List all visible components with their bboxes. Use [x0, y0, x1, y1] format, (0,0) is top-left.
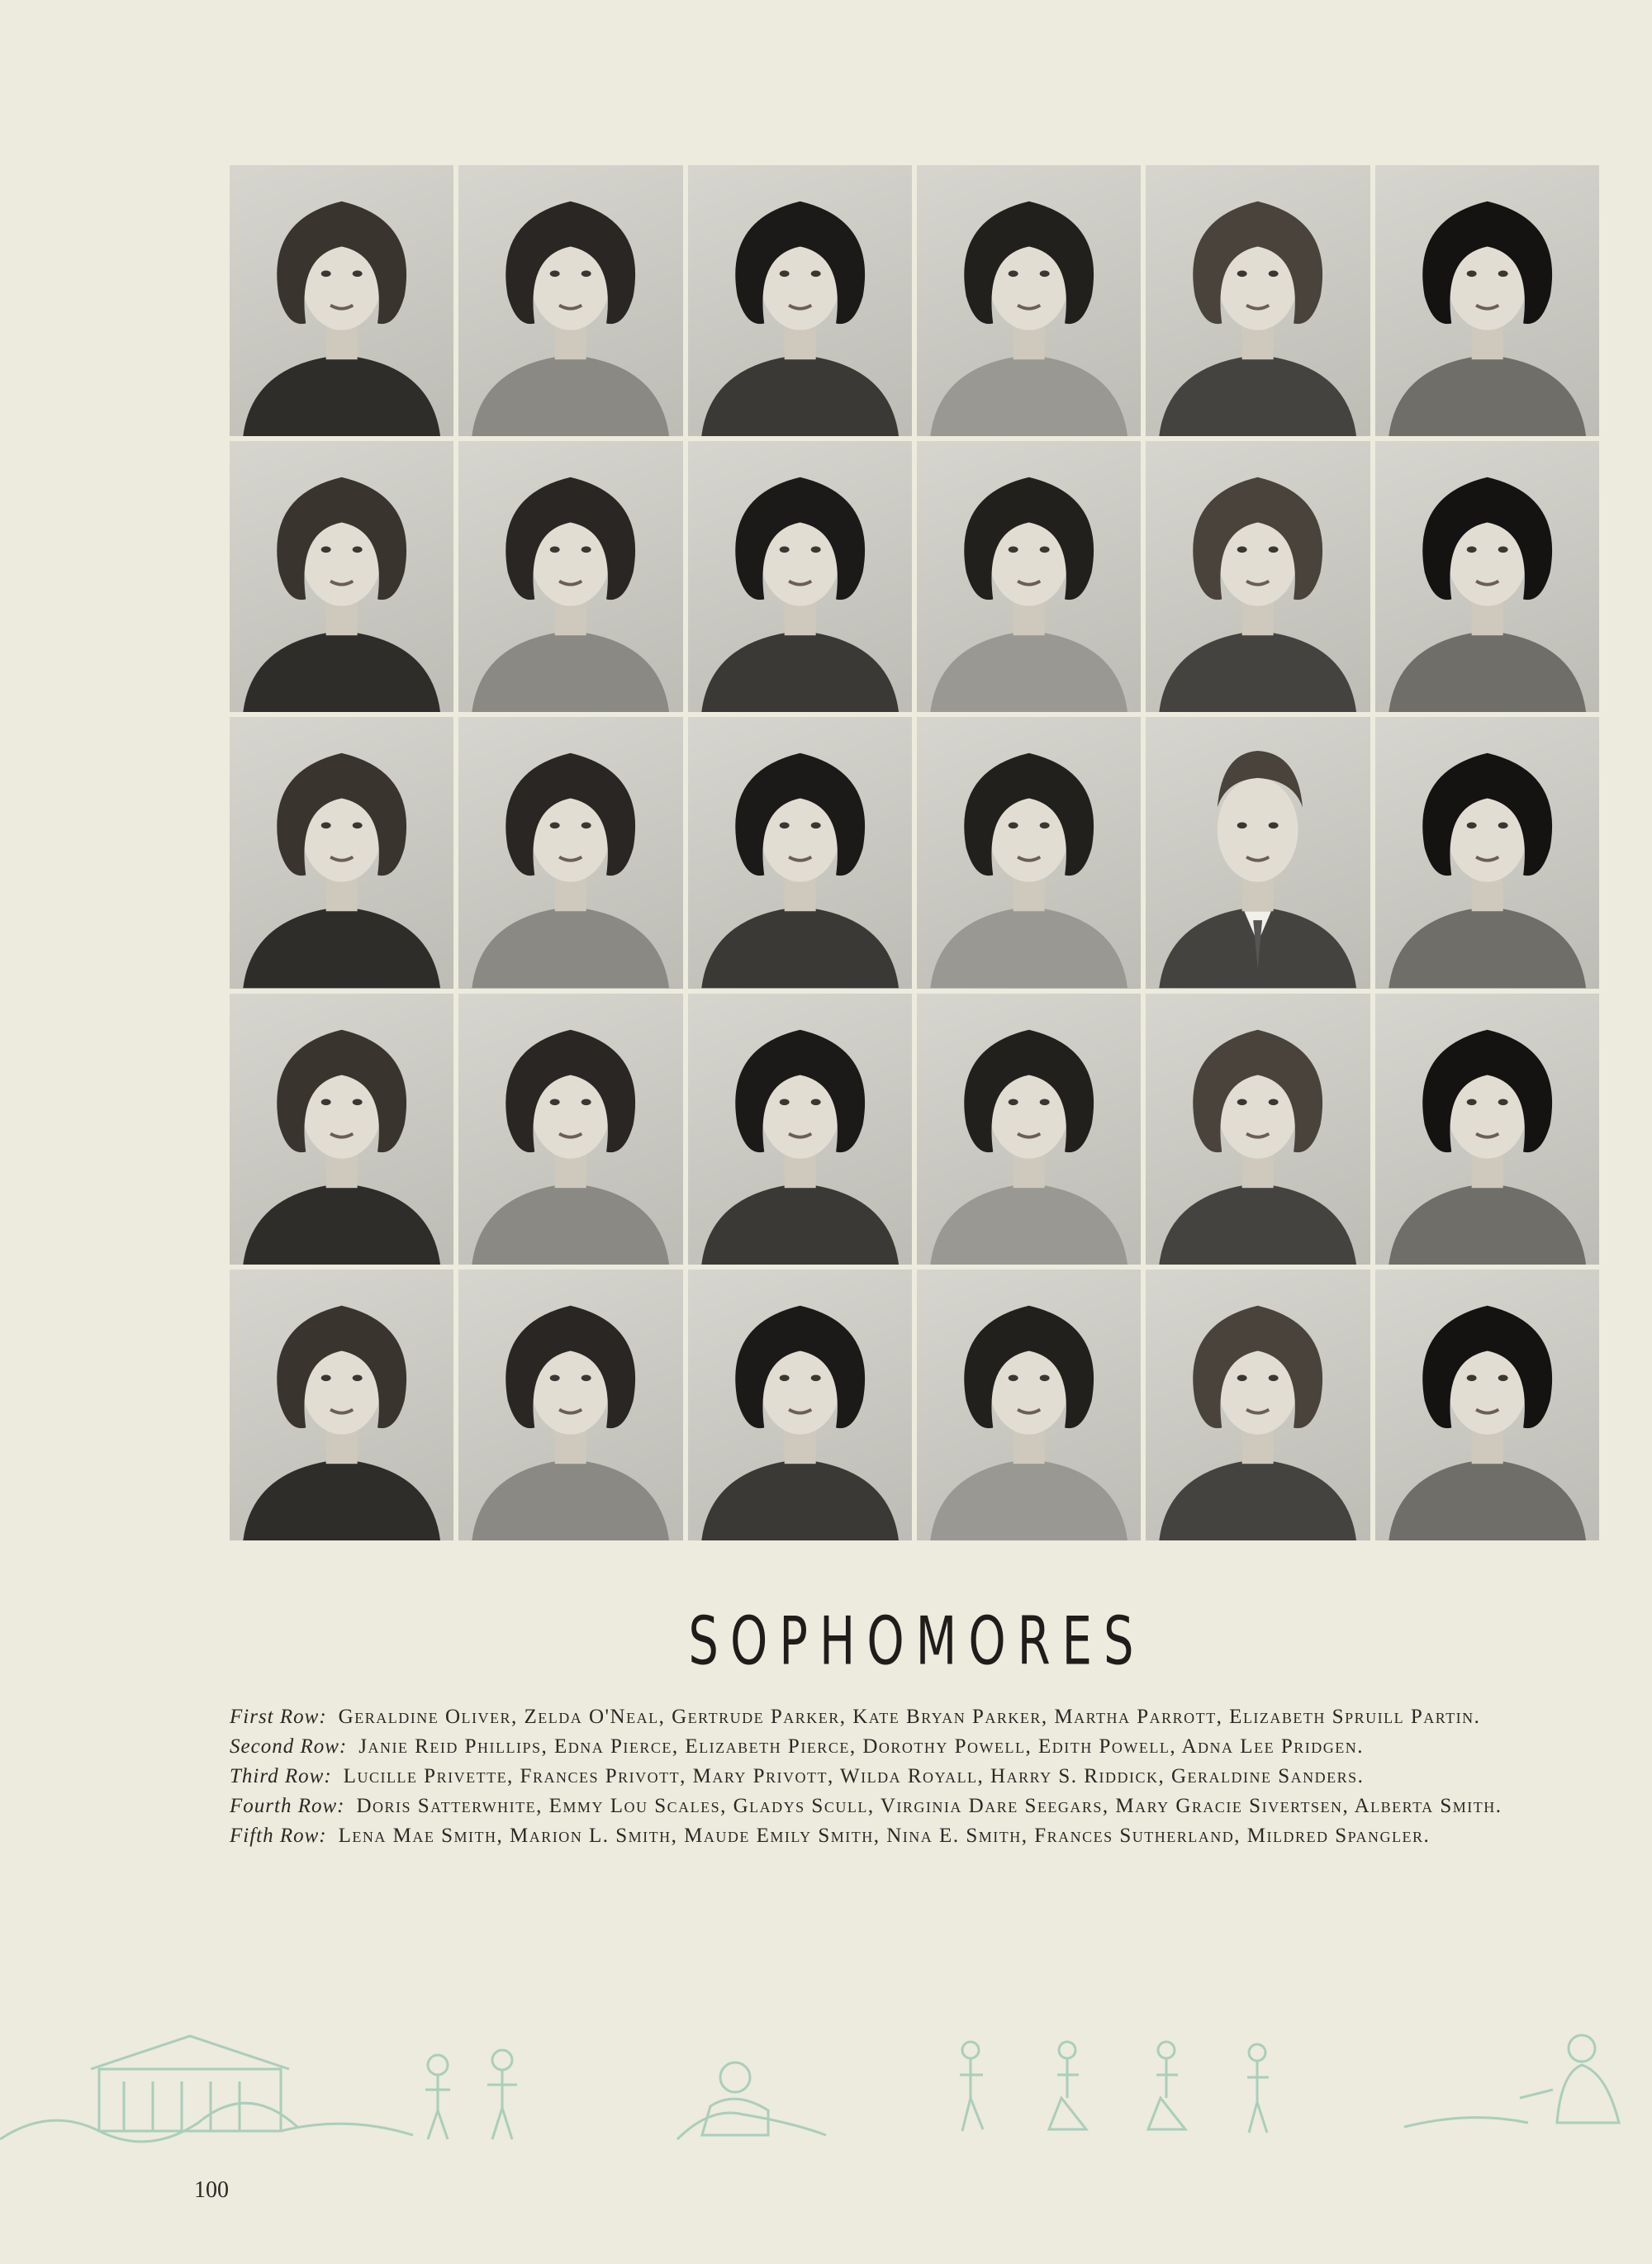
row-names: Doris Satterwhite, Emmy Lou Scales, Gladys Scull, Virginia Dare Seegars, Mary Gracie Sivertsen, Alberta Smith.: [356, 1795, 1502, 1817]
portrait-grid: [230, 165, 1599, 1540]
page-number: 100: [194, 2177, 229, 2203]
row-label: Third Row:: [230, 1765, 332, 1787]
portrait-photo: [458, 1270, 682, 1540]
portrait-photo: [1146, 165, 1370, 436]
row-names: Geraldine Oliver, Zelda O'Neal, Gertrude Parker, Kate Bryan Parker, Martha Parrott, Elizabeth Spruill Partin.: [338, 1706, 1481, 1728]
portrait-photo: [458, 165, 682, 436]
portrait-photo: [688, 1270, 912, 1540]
caption-row-1: [230, 1703, 1601, 1731]
portrait-photo: [917, 441, 1141, 712]
portrait-photo: [1375, 994, 1599, 1265]
portrait-photo: [458, 994, 682, 1265]
page-title: SOPHOMORES: [688, 1604, 1146, 1681]
caption-row-3: [230, 1763, 1601, 1791]
portrait-photo: [1146, 994, 1370, 1265]
row-label: Fifth Row:: [230, 1825, 327, 1847]
decorative-border-illustration: [0, 2032, 1652, 2164]
row-names: Lucille Privette, Frances Privott, Mary Privott, Wilda Royall, Harry S. Riddick, Geraldine Sanders.: [343, 1765, 1365, 1787]
portrait-photo: [1146, 1270, 1370, 1540]
caption-row-5: [230, 1822, 1601, 1850]
portrait-photo: [458, 717, 682, 988]
portrait-photo: [917, 717, 1141, 988]
portrait-photo: [688, 165, 912, 436]
caption-row-2: [230, 1733, 1601, 1761]
portrait-photo: [1375, 165, 1599, 436]
portrait-photo: [917, 1270, 1141, 1540]
portrait-photo: [688, 441, 912, 712]
portrait-photo: [230, 994, 453, 1265]
portrait-photo: [230, 717, 453, 988]
portrait-photo: [230, 441, 453, 712]
portrait-photo: [230, 165, 453, 436]
portrait-photo: [1146, 717, 1370, 988]
portrait-photo: [1146, 441, 1370, 712]
row-label: Second Row:: [230, 1735, 348, 1758]
portrait-photo: [1375, 717, 1599, 988]
portrait-photo: [688, 717, 912, 988]
portrait-caption: [230, 1703, 1601, 1852]
portrait-photo: [688, 994, 912, 1265]
portrait-photo: [917, 165, 1141, 436]
row-label: Fourth Row:: [230, 1795, 345, 1817]
portrait-photo: [917, 994, 1141, 1265]
row-names: Janie Reid Phillips, Edna Pierce, Elizabeth Pierce, Dorothy Powell, Edith Powell, Adna Lee Pridgen.: [358, 1735, 1364, 1758]
caption-row-4: [230, 1792, 1601, 1820]
portrait-photo: [1375, 1270, 1599, 1540]
portrait-photo: [1375, 441, 1599, 712]
row-names: Lena Mae Smith, Marion L. Smith, Maude Emily Smith, Nina E. Smith, Frances Sutherland, Mildred Spangler.: [338, 1825, 1431, 1847]
portrait-photo: [458, 441, 682, 712]
row-label: First Row:: [230, 1706, 327, 1728]
portrait-photo: [230, 1270, 453, 1540]
